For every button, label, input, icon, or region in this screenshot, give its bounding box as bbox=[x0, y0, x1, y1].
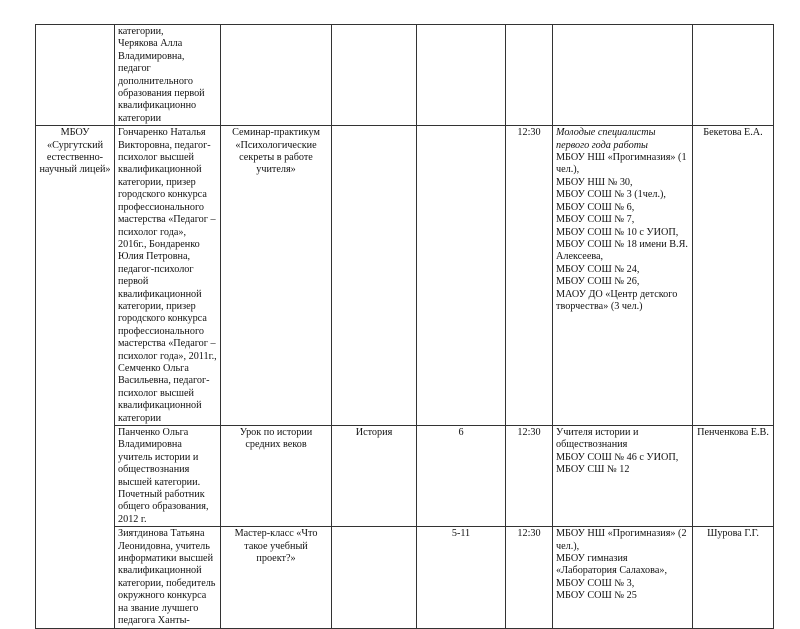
participant-item: МБОУ СОШ № 26, bbox=[556, 276, 640, 288]
participant-item: МБОУ СОШ № 18 имени В.Я. Алексеева, bbox=[556, 238, 688, 263]
participant-item: Учителя истории и обществознания bbox=[556, 427, 639, 451]
responsible-cell: Шурова Г.Г. bbox=[693, 527, 774, 628]
time-cell bbox=[506, 25, 553, 126]
event-cell bbox=[221, 25, 332, 126]
table-row bbox=[36, 527, 774, 628]
participant-item: МБОУ СШ № 12 bbox=[556, 464, 630, 476]
time-cell: 12:30 bbox=[506, 426, 553, 527]
event-cell: Урок по истории средних веков bbox=[221, 426, 332, 527]
participants-cell bbox=[553, 527, 693, 628]
presenters-cell: Панченко Ольга Владимировна учитель истории и обществознания высшей категории. Почетный работник общего образования, 2012 г. bbox=[115, 426, 221, 527]
event-cell: Мастер-класс «Что такое учебный проект?» bbox=[221, 527, 332, 628]
schedule-table bbox=[35, 24, 774, 629]
presenters-text: Черякова Алла Владимировна, педагог дополнительного образования первой квалификационно категории bbox=[118, 38, 205, 124]
participant-item: МБОУ СОШ № 46 с УИОП, bbox=[556, 451, 679, 463]
participant-item: МБОУ СОШ № 24, bbox=[556, 263, 640, 275]
institution-cell: МБОУ «Сургутский естественно-научный лицей» bbox=[36, 126, 115, 628]
participant-item: МБОУ НШ № 30, bbox=[556, 176, 633, 188]
participants-cell bbox=[553, 126, 693, 426]
event-cell: Семинар-практикум «Психологические секреты в работе учителя» bbox=[221, 126, 332, 426]
presenters-line: категории, bbox=[118, 26, 164, 37]
participant-item: МБОУ НШ «Прогимназия» (1 чел.), bbox=[556, 152, 687, 176]
presenters-cell: Гончаренко Наталья Викторовна, педагог-психолог высшей квалификационной категории, призер городского конкурса профессионального мастерства «Педагог – психолог года», 2016г., Бондаренко Юлия Петровна, педагог-психолог первой квалификационной категории, призер городского конкурса профессионального мастерства «Педагог – психолог года», 2011г., Семченко Ольга Васильевна, педагог-психолог высшей квалификационной категории bbox=[115, 126, 221, 426]
table-row bbox=[36, 426, 774, 527]
subject-cell bbox=[332, 25, 417, 126]
participant-item: МБОУ СОШ № 6, bbox=[556, 201, 635, 213]
participant-item: МБОУ СОШ № 3 (1чел.), bbox=[556, 189, 666, 201]
participants-title: Молодые специалисты первого года работы bbox=[556, 127, 656, 151]
participant-item: МБОУ СОШ № 3, bbox=[556, 577, 635, 589]
institution-cell bbox=[36, 25, 115, 126]
responsible-cell: Пенченкова Е.В. bbox=[693, 426, 774, 527]
subject-cell bbox=[332, 126, 417, 426]
presenters-cell bbox=[115, 25, 221, 126]
participant-item: МАОУ ДО «Центр детского творчества» (3 чел.) bbox=[556, 288, 678, 312]
participant-item: МБОУ СОШ № 25 bbox=[556, 590, 637, 602]
participant-item: МБОУ гимназия «Лаборатория Салахова», bbox=[556, 553, 667, 577]
responsible-cell: Бекетова Е.А. bbox=[693, 126, 774, 426]
time-cell: 12:30 bbox=[506, 126, 553, 426]
time-cell: 12:30 bbox=[506, 527, 553, 628]
participant-item: МБОУ НШ «Прогимназия» (2 чел.), bbox=[556, 528, 687, 552]
subject-cell bbox=[332, 527, 417, 628]
table-row bbox=[36, 25, 774, 126]
grade-cell bbox=[417, 126, 506, 426]
grade-cell: 6 bbox=[417, 426, 506, 527]
grade-cell bbox=[417, 25, 506, 126]
participant-item: МБОУ СОШ № 10 с УИОП, bbox=[556, 226, 679, 238]
presenters-cell: Зиятдинова Татьяна Леонидовна, учитель информатики высшей квалификационной категории, победитель окружного конкурса на звание лучшего педагога Ханты- bbox=[115, 527, 221, 628]
participants-cell bbox=[553, 25, 693, 126]
participant-item: МБОУ СОШ № 7, bbox=[556, 214, 635, 226]
participants-cell bbox=[553, 426, 693, 527]
grade-cell: 5-11 bbox=[417, 527, 506, 628]
table-row bbox=[36, 126, 774, 426]
subject-cell: История bbox=[332, 426, 417, 527]
responsible-cell bbox=[693, 25, 774, 126]
